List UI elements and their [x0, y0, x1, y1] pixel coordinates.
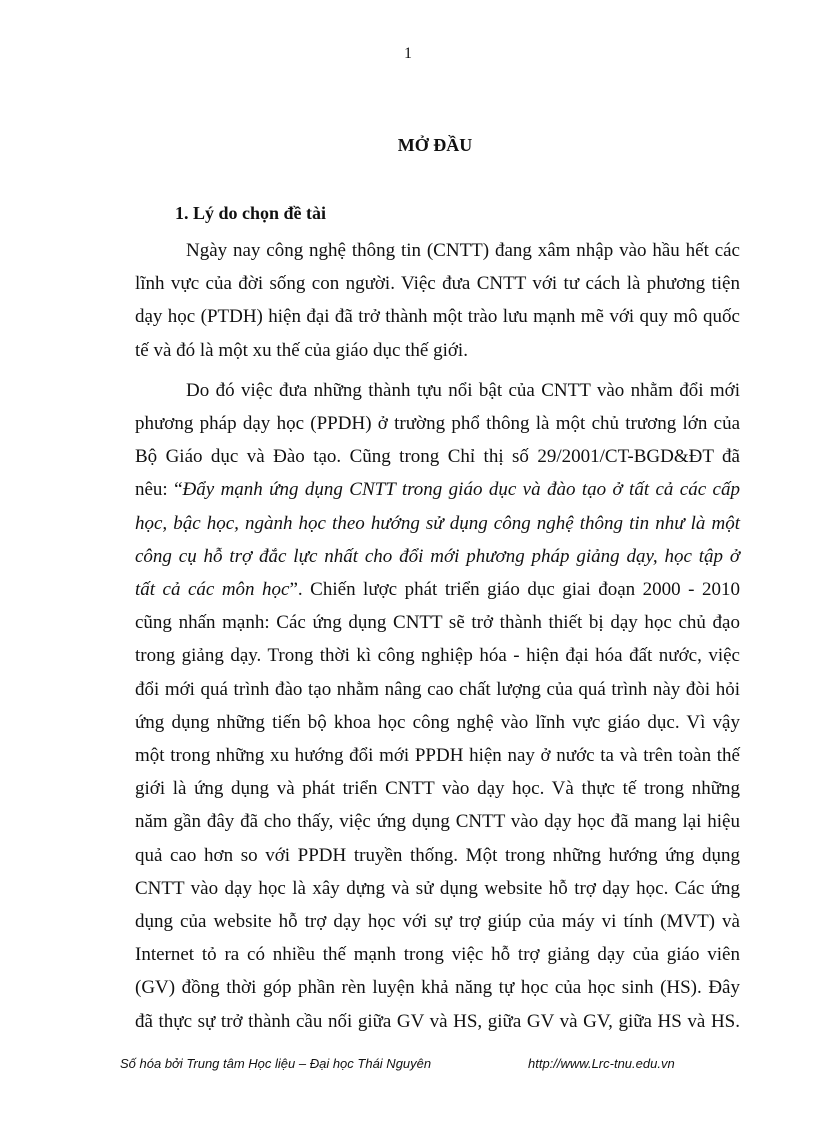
- quote-line: [135, 507, 740, 540]
- footer-source: Số hóa bởi Trung tâm Học liệu – Đại học Thái Nguyên: [120, 1056, 432, 1071]
- text-line: CNTT vào dạy học là xây dựng và sử dụng website hỗ trợ dạy học. Các ứng: [135, 877, 740, 899]
- text-line: ứng dụng những tiến bộ khoa học công nghệ vào lĩnh vực giáo dục. Vì vậy: [135, 711, 740, 733]
- text-line: đã thực sự trở thành cầu nối giữa GV và HS, giữa GV và GV, giữa HS và HS.: [135, 1010, 740, 1032]
- page-number: 1: [404, 45, 412, 62]
- quoted-text: học, bậc học, ngành học theo hướng sử dụng công nghệ thông tin như là một: [135, 512, 740, 534]
- text-line: trong giảng dạy. Trong thời kì công nghiệp hóa - hiện đại hóa đất nước, việc: [135, 645, 740, 667]
- text-line: một trong những xu hướng đổi mới PPDH hiện nay ở nước ta và trên toàn thế: [135, 745, 740, 767]
- quoted-text: công cụ hỗ trợ đắc lực nhất cho đổi mới phương pháp giảng dạy, học tập ở: [135, 545, 740, 567]
- quoted-text: Đẩy mạnh ứng dụng CNTT trong giáo dục và đào tạo ở tất cả các cấp: [182, 479, 740, 501]
- section-heading: 1. Lý do chọn đề tài: [175, 203, 327, 223]
- document-body: [135, 198, 740, 1038]
- text-line: (GV) đồng thời góp phần rèn luyện khả năng tự học của học sinh (HS). Đây: [135, 977, 740, 999]
- text-line: dạy học (PTDH) hiện đại đã trở thành một trào lưu mạnh mẽ với quy mô quốc: [135, 306, 740, 328]
- text-line: tế và đó là một xu thế của giáo dục thế giới.: [135, 339, 468, 361]
- text-line: cũng nhấn mạnh: Các ứng dụng CNTT sẽ trở thành thiết bị dạy học chủ đạo: [135, 612, 740, 634]
- paragraph-2: [135, 374, 740, 1038]
- page-title: MỞ ĐẦU: [397, 135, 473, 155]
- text-line: giới là ứng dụng và phát triển CNTT vào dạy học. Và thực tế trong những: [135, 778, 740, 800]
- quote-line: [135, 540, 740, 573]
- footer-url: http://www.Lrc-tnu.edu.vn: [528, 1056, 675, 1071]
- text-line: phương pháp dạy học (PPDH) ở trường phổ thông là một chủ trương lớn của: [135, 413, 740, 435]
- text-line: đổi mới quá trình đào tạo nhằm nâng cao chất lượng của quá trình này đòi hỏi: [135, 678, 740, 700]
- quote-close: ”. Chiến lược phát triển giáo dục giai đoạn 2000 - 2010: [289, 579, 740, 601]
- text-line: Do đó việc đưa những thành tựu nổi bật của CNTT vào nhằm đổi mới: [186, 379, 740, 401]
- quote-line: [135, 573, 740, 606]
- text-line: quả cao hơn so với PPDH truyền thống. Một trong những hướng ứng dụng: [135, 844, 740, 866]
- quoted-text: tất cả các môn học: [135, 579, 290, 601]
- quote-line: [135, 473, 740, 506]
- text-line: Ngày nay công nghệ thông tin (CNTT) đang xâm nhập vào hầu hết các: [186, 240, 740, 261]
- paragraph-1: [135, 234, 740, 367]
- text-line: Internet tỏ ra có nhiều thế mạnh trong việc hỗ trợ giảng dạy của giáo viên: [135, 944, 740, 966]
- text-line: Bộ Giáo dục và Đào tạo. Cũng trong Chỉ thị số 29/2001/CT-BGD&ĐT đã: [135, 446, 740, 468]
- text-line: lĩnh vực của đời sống con người. Việc đưa CNTT với tư cách là phương tiện: [135, 273, 740, 295]
- text-line: năm gần đây đã cho thấy, việc ứng dụng CNTT vào dạy học đã mang lại hiệu: [135, 811, 740, 833]
- text-line: dụng của website hỗ trợ dạy học với sự trợ giúp của máy vi tính (MVT) và: [135, 911, 740, 933]
- quote-open: nêu: “: [135, 479, 183, 501]
